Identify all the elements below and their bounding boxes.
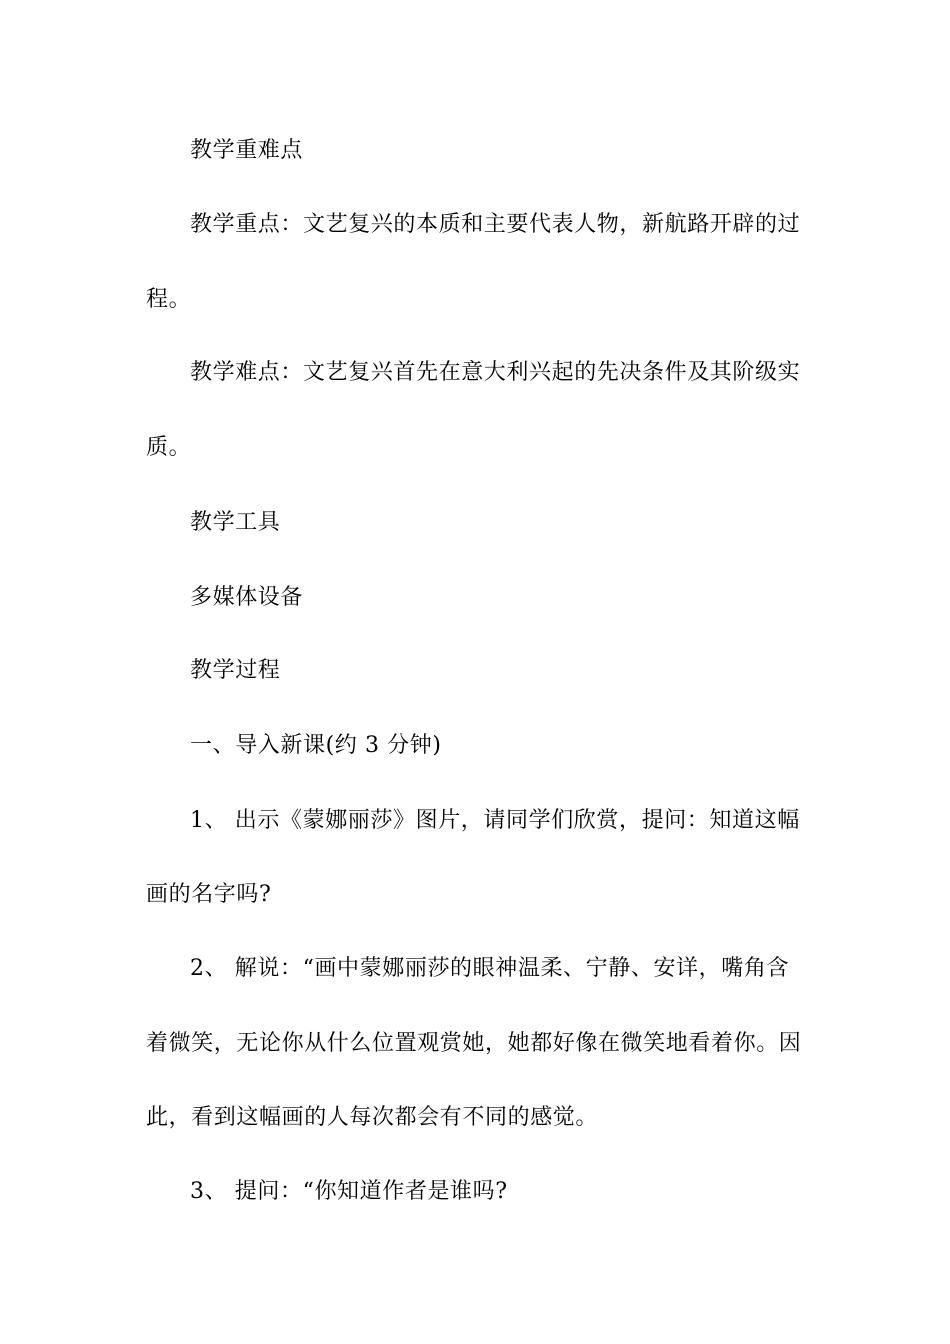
step-2-line-3: 此，看到这幅画的人每次都会有不同的感觉。: [146, 1105, 599, 1130]
paragraph-key-point-line-2: 程。: [146, 287, 192, 312]
paragraph-difficulty-line-1: 教学难点：文艺复兴首先在意大利兴起的先决条件及其阶级实: [190, 360, 801, 385]
heading-teaching-tools: 教学工具: [190, 510, 281, 535]
step-3-line-1: 3、 提问：“你知道作者是谁吗?: [190, 1179, 508, 1204]
step-2-line-1: 2、 解说：“画中蒙娜丽莎的眼神温柔、宁静、安详，嘴角含: [190, 956, 790, 981]
section-introduction: 一、导入新课(约 3 分钟): [190, 733, 442, 758]
step-1-line-2: 画的名字吗?: [146, 882, 272, 907]
step-2-line-2: 着微笑，无论你从什么位置观赏她，她都好像在微笑地看着你。因: [146, 1031, 802, 1056]
heading-key-points: 教学重难点: [190, 138, 304, 163]
paragraph-difficulty-line-2: 质。: [146, 435, 192, 460]
step-1-line-1: 1、 出示《蒙娜丽莎》图片，请同学们欣赏，提问：知道这幅: [190, 808, 800, 833]
paragraph-multimedia: 多媒体设备: [190, 585, 304, 610]
heading-teaching-process: 教学过程: [190, 658, 281, 683]
paragraph-key-point-line-1: 教学重点：文艺复兴的本质和主要代表人物，新航路开辟的过: [190, 212, 801, 237]
